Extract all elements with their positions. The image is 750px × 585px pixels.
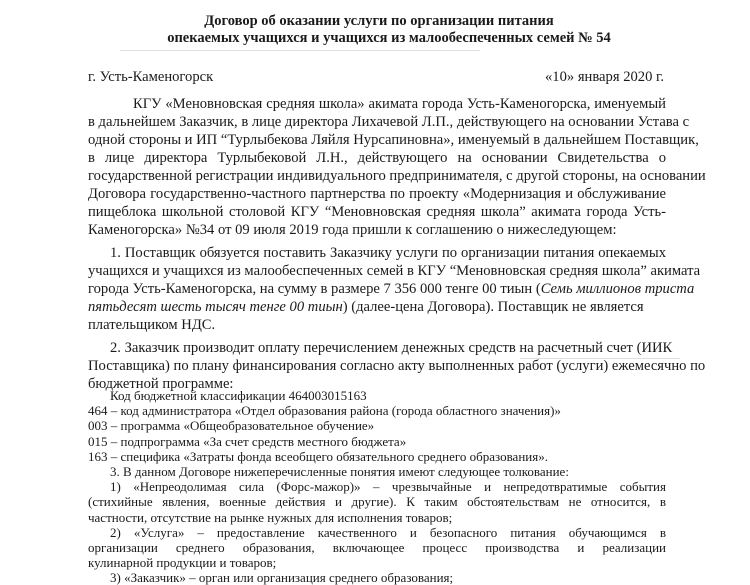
preamble-line: государственной регистрации индивидуального предпринимателя, с другой стороны, на основании	[88, 168, 706, 184]
clause-1-line	[88, 280, 694, 298]
preamble-line: в лице директора Турлыбековой Л.Н., действующего на основании Свидетельства о	[88, 150, 666, 166]
budget-line: 163 – специфика «Затраты фонда всеобщего обязательного среднего образования».	[88, 448, 548, 464]
contract-city: г. Усть-Каменогорск	[88, 69, 214, 85]
definition-line: частности, отсутствие на рынке нужных для исполнения товаров;	[88, 509, 453, 525]
clause-1-line: 1. Поставщик обязуется поставить Заказчику услуги по организации питания опекаемых	[110, 245, 666, 261]
budget-line: 015 – подпрограмма «За счет средств местного бюджета»	[88, 433, 407, 449]
preamble-line: одной стороны и ИП “Турлыбекова Ляйля Нурсапиновна», именуемый в дальнейшем Поставщик,	[88, 132, 699, 148]
definition-line: (стихийные явления, военные действия и другие). К таким обстоятельствам не относится, в	[88, 494, 666, 510]
budget-code: Код бюджетной классификации 464003015163	[110, 388, 367, 403]
preamble-line: КГУ «Меновновская средняя школа» акимата города Усть-Каменогорска, именуемый	[133, 96, 666, 112]
clause-2-line: бюджетной программе:	[88, 376, 234, 392]
preamble-line: в дальнейшем Заказчик, в лице директора Лихачевой Л.П., действующего на основании Устава с	[88, 114, 690, 130]
budget-line: 464 – код администратора «Отдел образования района (города областного значения)»	[88, 403, 561, 419]
definition-line: организации среднего образования, включающее процесс производства и реализации	[88, 540, 666, 555]
preamble-line: пищеблока школьной столовой КГУ “Меновновская средняя школа” акимата города Усть-	[88, 204, 666, 220]
clause-2-line: Поставщика) по плану финансирования согласно акту выполненных работ (услуги) ежемесячно по	[88, 358, 706, 374]
budget-line: 003 – программа «Общеобразовательное обучение»	[88, 418, 375, 434]
clause-1-line: плательщиком НДС.	[88, 317, 216, 333]
definition-line: 3) «Заказчик» – орган или организация среднего образования;	[110, 570, 454, 585]
scan-artifact	[120, 50, 480, 51]
clause-1-line	[88, 298, 644, 316]
contract-title-line-1: Договор об оказании услуги по организации питания	[204, 13, 554, 29]
clause-1-price-note: ) (далее-цена Договора). Поставщик не является	[342, 299, 644, 315]
definition-line: 2) «Услуга» – предоставление качественного и безопасного питания обучающимся в	[110, 524, 666, 540]
definition-line: 1) «Непреодолимая сила (Форс-мажор)» – чрезвычайные и непредотвратимые события	[110, 479, 666, 495]
clause-2-line: 2. Заказчик производит оплату перечислением денежных средств на расчетный счет (ИИК	[110, 340, 673, 356]
clause-1-line: учащихся и учащихся из малообеспеченных семей в КГУ “Меновновская средняя школа” акимата	[88, 263, 701, 279]
clause-1-amount-words: пятьдесят шесть тысяч тенге 00 тиын	[88, 299, 343, 315]
clause-3-intro: 3. В данном Договоре нижеперечисленные понятия имеют следующее толкование:	[110, 464, 569, 479]
contract-title-line-2: опекаемых учащихся и учащихся из малообеспеченных семей № 54	[167, 30, 611, 46]
preamble-line: Договора государственно-частного партнерства по проекту «Модернизация и обслуживание	[88, 186, 666, 202]
clause-1-amount: города Усть-Каменогорска, на сумму в размере 7 356 000 тенге 00 тиын (	[88, 281, 541, 297]
preamble-line: Каменогорска» №34 от 09 июля 2019 года пришли к соглашению о нижеследующем:	[88, 222, 617, 238]
contract-date: «10» января 2020 г.	[545, 69, 665, 85]
clause-1-amount-words: Семь миллионов триста	[540, 281, 695, 297]
definition-line: кулинарной продукции и товаров;	[88, 555, 277, 571]
